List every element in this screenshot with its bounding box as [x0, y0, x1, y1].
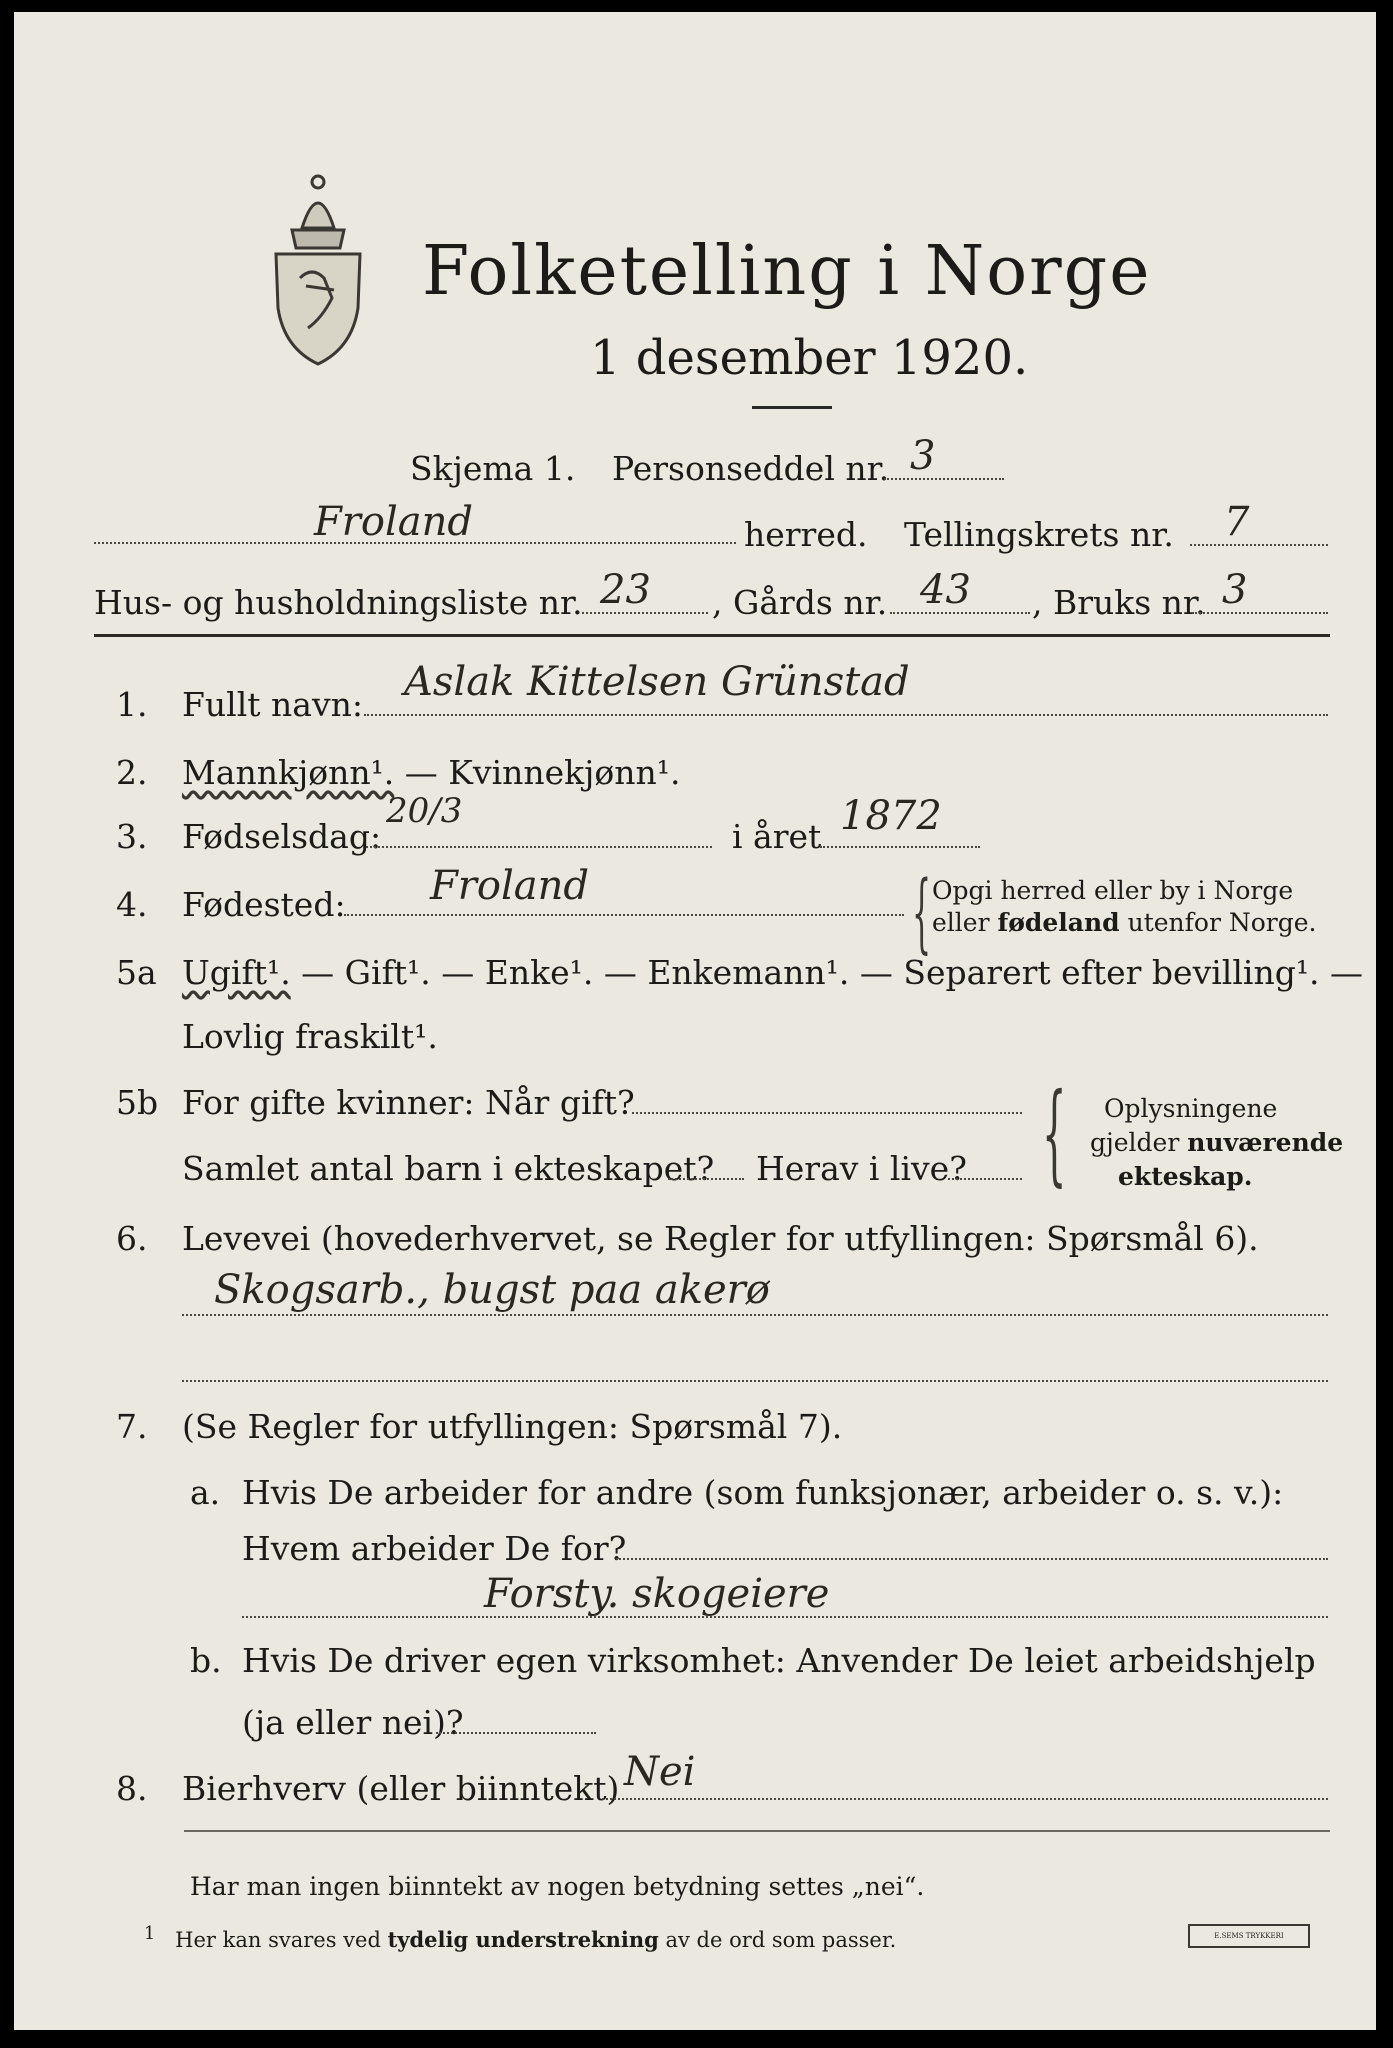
q3-birth-year: 1872 [840, 793, 942, 839]
herred-label: herred. [744, 515, 868, 554]
q7-number: 7. [116, 1407, 148, 1446]
coat-of-arms-icon [262, 158, 374, 368]
gards-value: 43 [920, 567, 971, 613]
q6-dotline-2 [182, 1380, 1328, 1382]
q4-number: 4. [116, 885, 148, 924]
gards-label: , Gårds nr. [712, 583, 888, 622]
footnote-number: 1 [144, 1924, 156, 1944]
q5b-note-text: gjelder [1090, 1128, 1188, 1157]
footnote [144, 1924, 896, 1952]
footnote-bold: tydelig understrekning [387, 1927, 659, 1952]
q7a-dotline-2 [242, 1616, 1328, 1618]
q7a-line1: Hvis De arbeider for andre (som funksjonær, arbeider o. s. v.): [242, 1473, 1284, 1512]
census-date: 1 desember 1920. [590, 330, 1029, 386]
q5a-number: 5a [116, 953, 157, 992]
q6-dotline-1 [182, 1314, 1328, 1316]
form-title: Folketelling i Norge [422, 232, 1152, 311]
husholdningsliste-label: Hus- og husholdningsliste nr. [94, 583, 583, 622]
footnote-text-a: Her kan svares ved [175, 1928, 388, 1952]
q8-dotline [602, 1798, 1328, 1800]
header-rule [94, 634, 1330, 637]
title-divider [752, 406, 832, 409]
personseddel-label: Personseddel nr. [612, 449, 890, 488]
q5b-barn-dotline [668, 1178, 744, 1180]
footer-rule [184, 1830, 1330, 1832]
herred-value: Froland [314, 499, 473, 545]
q6-occupation: Skogsarb., bugst paa akerø [214, 1267, 770, 1313]
bruks-label: , Bruks nr. [1032, 583, 1206, 622]
q2-mannkjonn: Mannkjønn¹. [182, 753, 395, 792]
q2-separator: — [394, 753, 449, 792]
q3-number: 3. [116, 817, 148, 856]
q6-number: 6. [116, 1219, 148, 1258]
q7a-dotline-1 [616, 1558, 1328, 1560]
q3-label: Fødselsdag: [182, 817, 382, 856]
q7a-employer: Forsty. skogeiere [484, 1571, 830, 1617]
q2-kvinnekjonn: Kvinnekjønn¹. [448, 753, 681, 792]
q5a-line2: Lovlig fraskilt¹. [182, 1017, 438, 1056]
q7a-number: a. [190, 1473, 221, 1512]
q8-label: Bierhverv (eller biinntekt) [182, 1769, 620, 1808]
tellingskrets-value: 7 [1224, 499, 1250, 545]
q2-options [182, 753, 681, 792]
q7-label: (Se Regler for utfyllingen: Spørsmål 7). [182, 1407, 843, 1446]
q4-brace: { [912, 863, 932, 963]
q5b-number: 5b [116, 1083, 159, 1122]
q3-birthdate: 20/3 [386, 791, 463, 831]
q3-aaret-dotline [820, 846, 980, 848]
q2-number: 2. [116, 753, 148, 792]
q5b-note-line2 [1090, 1128, 1343, 1158]
q5b-note-line3: ekteskap. [1118, 1162, 1253, 1191]
footer-note: Har man ingen biinntekt av nogen betydning settes „nei“. [190, 1872, 925, 1901]
q1-dotline [364, 714, 1328, 716]
q8-value: Nei [624, 1749, 696, 1795]
q7a-line2: Hvem arbeider De for? [242, 1529, 627, 1568]
q7b-line1: Hvis De driver egen virksomhet: Anvender De leiet arbeidshjelp [242, 1641, 1316, 1680]
q5b-brace: { [1042, 1069, 1067, 1197]
q7b-number: b. [190, 1641, 222, 1680]
personseddel-value: 3 [910, 433, 936, 479]
q4-note-text-a: eller [932, 908, 998, 937]
q4-note-line1: Opgi herred eller by i Norge [932, 876, 1294, 905]
printer-stamp: E.SEMS TRYKKERI [1188, 1924, 1310, 1948]
q5b-line2b: Herav i live? [756, 1149, 967, 1188]
q8-number: 8. [116, 1769, 148, 1808]
q5b-note-bold: nuværende [1187, 1128, 1344, 1157]
q5b-line2a: Samlet antal barn i ekteskapet? [182, 1149, 715, 1188]
q3-aaret-label: i året [732, 817, 822, 856]
husholdningsliste-value: 23 [600, 567, 651, 613]
q5b-line1: For gifte kvinner: Når gift? [182, 1083, 635, 1122]
tellingskrets-label: Tellingskrets nr. [904, 515, 1174, 554]
q4-note-line2 [932, 908, 1316, 938]
q5a-options [182, 953, 1364, 992]
q5b-live-dotline [948, 1178, 1022, 1180]
q7b-dotline [436, 1732, 596, 1734]
q4-note-bold: fødeland [997, 908, 1120, 937]
tellingskrets-dotline [1190, 544, 1328, 546]
q3-dotline [366, 846, 712, 848]
q1-full-name: Aslak Kittelsen Grünstad [404, 659, 910, 705]
q4-label: Fødested: [182, 885, 346, 924]
q1-label: Fullt navn: [182, 685, 363, 724]
q4-birthplace: Froland [430, 863, 589, 909]
census-form-sheet [14, 12, 1376, 2030]
q4-note-text-c: utenfor Norge. [1119, 908, 1317, 937]
q5b-note-line1: Oplysningene [1104, 1094, 1278, 1123]
q5b-naar-gift-dotline [632, 1112, 1022, 1114]
q5a-rest: — Gift¹. — Enke¹. — Enkemann¹. — Separert efter bevilling¹. — [290, 953, 1364, 992]
bruks-value: 3 [1222, 567, 1248, 613]
personseddel-dotline [884, 478, 1004, 480]
q7b-line2: (ja eller nei)? [242, 1703, 464, 1742]
q5a-ugift: Ugift¹. [182, 953, 291, 992]
skjema-label: Skjema 1. [410, 449, 576, 488]
q1-number: 1. [116, 685, 148, 724]
q6-label: Levevei (hovederhvervet, se Regler for utfyllingen: Spørsmål 6). [182, 1219, 1259, 1258]
q4-dotline [344, 914, 904, 916]
footnote-text-c: av de ord som passer. [658, 1928, 897, 1952]
bruks-dotline [1192, 612, 1328, 614]
